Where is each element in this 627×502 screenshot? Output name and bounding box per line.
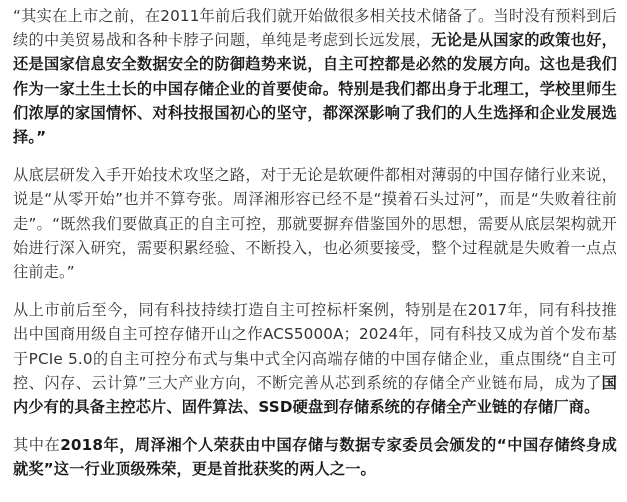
- emphasized-text: 无论是从国家的政策也好，还是国家信息安全数据安全的防御趋势来说，自主可控都是必然的发展方向。这也是我们作为一家土生土长的中国存储企业的首要使命。特别是我们都出身于北理工，学校里师生们浓厚的家国情怀、对科技报国初心的坚守，都深深影响了我们的人生选择和企业发展选择。”: [13, 31, 617, 147]
- paragraph-text: 其中在: [13, 436, 61, 455]
- paragraph-research: [13, 163, 617, 284]
- emphasized-text: 2018年，周泽湘个人荣获由中国存储与数据专家委员会颁发的“中国存储终身成就奖”这一行业顶级殊荣，更是首批获奖的两人之一。: [13, 436, 617, 479]
- emphasized-text: 国内少有的具备主控芯片、固件算法、SSD硬盘到存储系统的存储全产业链的存储厂商。: [13, 373, 617, 417]
- paragraph-quote: [13, 4, 617, 149]
- paragraph-text: 从底层研发入手开始技术攻坚之路，对于无论是软硬件都相对薄弱的中国存储行业来说，说是“从零开始”也并不算夸张。周泽湘形容已经不是“摸着石头过河”，而是“失败着往前走”。“既然我们要做真正的自主可控，那就要摒弃借鉴国外的思想，需要从底层架构就开始进行深入研究，需要积累经验、不断投入，也必须要接受，整个过程就是失败着一点点往前走。”: [13, 166, 617, 282]
- paragraph-award: [13, 433, 617, 481]
- paragraph-text: 从上市前后至今，同有科技持续打造自主可控标杆案例，特别是在2017年，同有科技推出中国商用级自主可控存储开山之作ACS5000A；2024年，同有科技又成为首个发布基于PCIe 5.0的自主可控分布式与集中式全闪高端存储的中国存储企业，重点围绕“自主可控、闪存、云计算”三大产业方向，不断完善从芯到系统的存储全产业链布局，成为了: [13, 301, 617, 392]
- paragraph-milestones: [13, 298, 617, 419]
- paragraph-text: “其实在上市之前，在2011年前后我们就开始做很多相关技术储备了。当时没有预料到后续的中美贸易战和各种卡脖子问题，单纯是考虑到长远发展，: [13, 7, 617, 50]
